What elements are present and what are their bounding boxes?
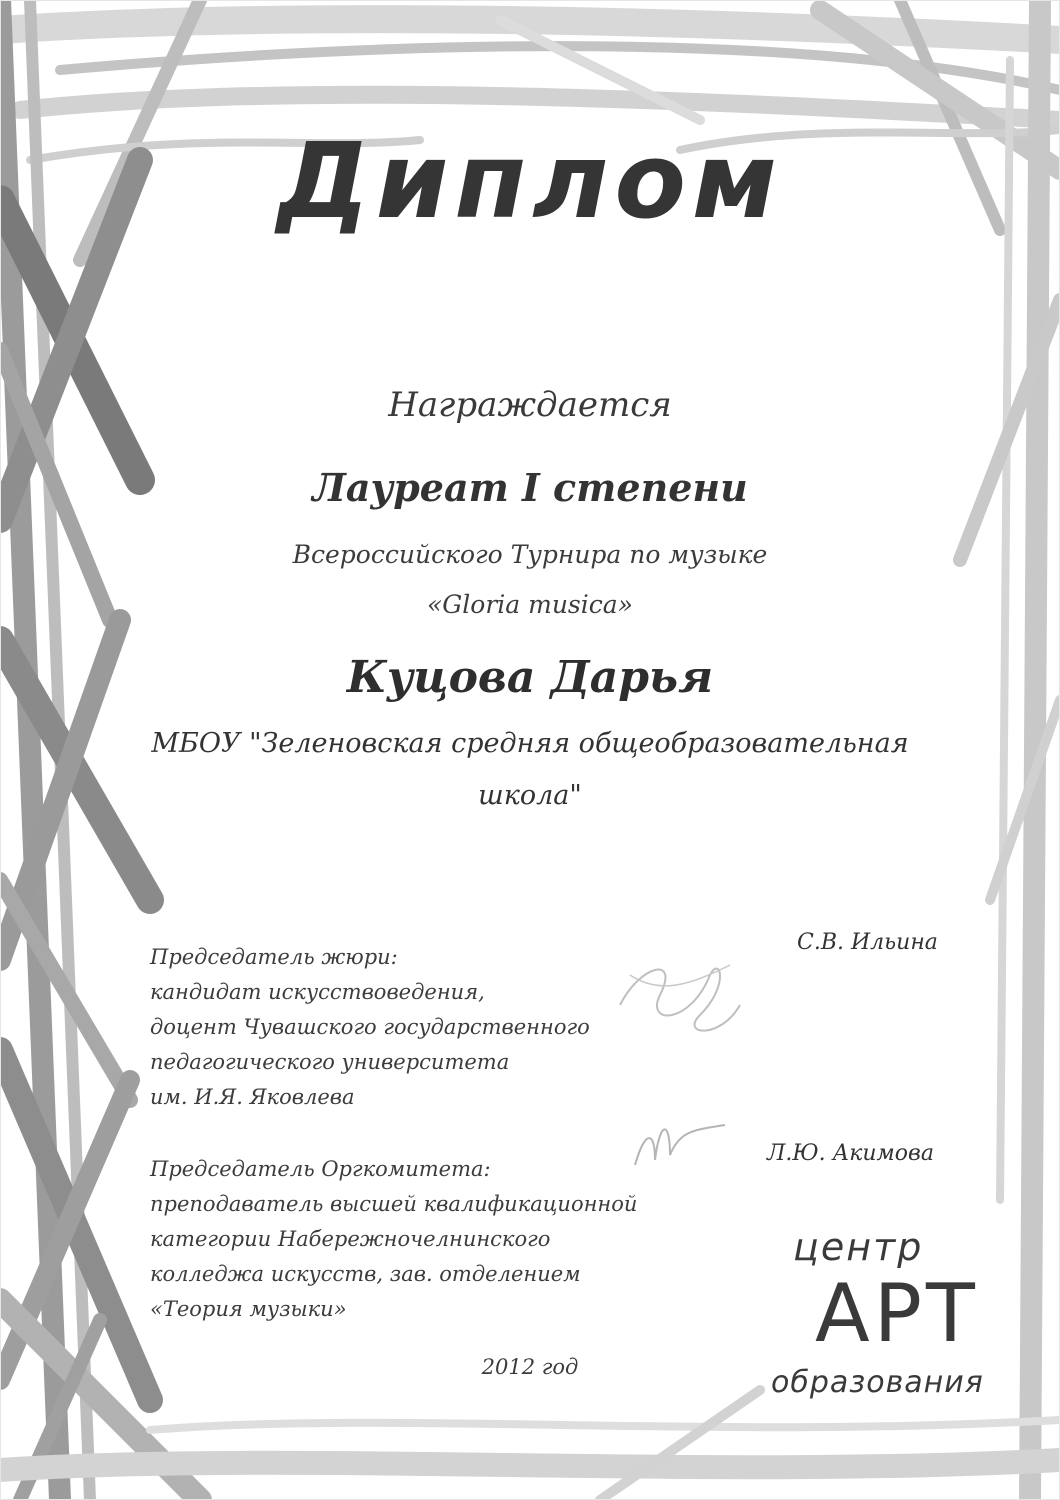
org-chair-college: колледжа искусств, зав. отделением (150, 1262, 581, 1286)
jury-chair-university-name: им. И.Я. Яковлева (150, 1085, 355, 1109)
org-chair-title: Председатель Оргкомитета: (150, 1157, 491, 1181)
school-name-line-1: МБОУ "Зеленовская средняя общеобразовательная (151, 728, 909, 759)
jury-chair-position: доцент Чувашского государственного (150, 1015, 590, 1039)
org-chair-position: преподаватель высшей квалификационной (150, 1192, 638, 1216)
jury-chair-title: Председатель жюри: (150, 945, 398, 969)
org-signature (625, 1110, 735, 1180)
jury-signature (600, 945, 750, 1055)
jury-chair-block (150, 940, 670, 1115)
diploma-title: Диплом (277, 120, 783, 242)
logo-line-art: АРТ (815, 1267, 979, 1360)
tournament-name: Всероссийского Турнира по музыке (292, 540, 768, 569)
jury-chair-degree: кандидат искусствоведения, (150, 980, 485, 1004)
tournament-title: «Gloria musica» (427, 590, 633, 619)
org-chair-department: «Теория музыки» (150, 1297, 347, 1321)
logo-line-center: центр (793, 1225, 924, 1269)
diploma-year: 2012 год (481, 1355, 579, 1379)
org-committee-block (150, 1152, 670, 1327)
org-chair-category: категории Набережночелнинского (150, 1227, 551, 1251)
art-education-center-logo (765, 1225, 1035, 1415)
org-chair-signer: Л.Ю. Акимова (767, 1141, 934, 1166)
jury-chair-signer: С.В. Ильина (797, 930, 938, 955)
recipient-name: Куцова Дарья (346, 652, 714, 703)
school-name-line-2: школа" (478, 780, 582, 811)
award-degree: Лауреат I степени (312, 465, 748, 510)
awarded-label: Награждается (388, 385, 672, 425)
logo-line-education: образования (771, 1365, 984, 1400)
jury-chair-university: педагогического университета (150, 1050, 510, 1074)
